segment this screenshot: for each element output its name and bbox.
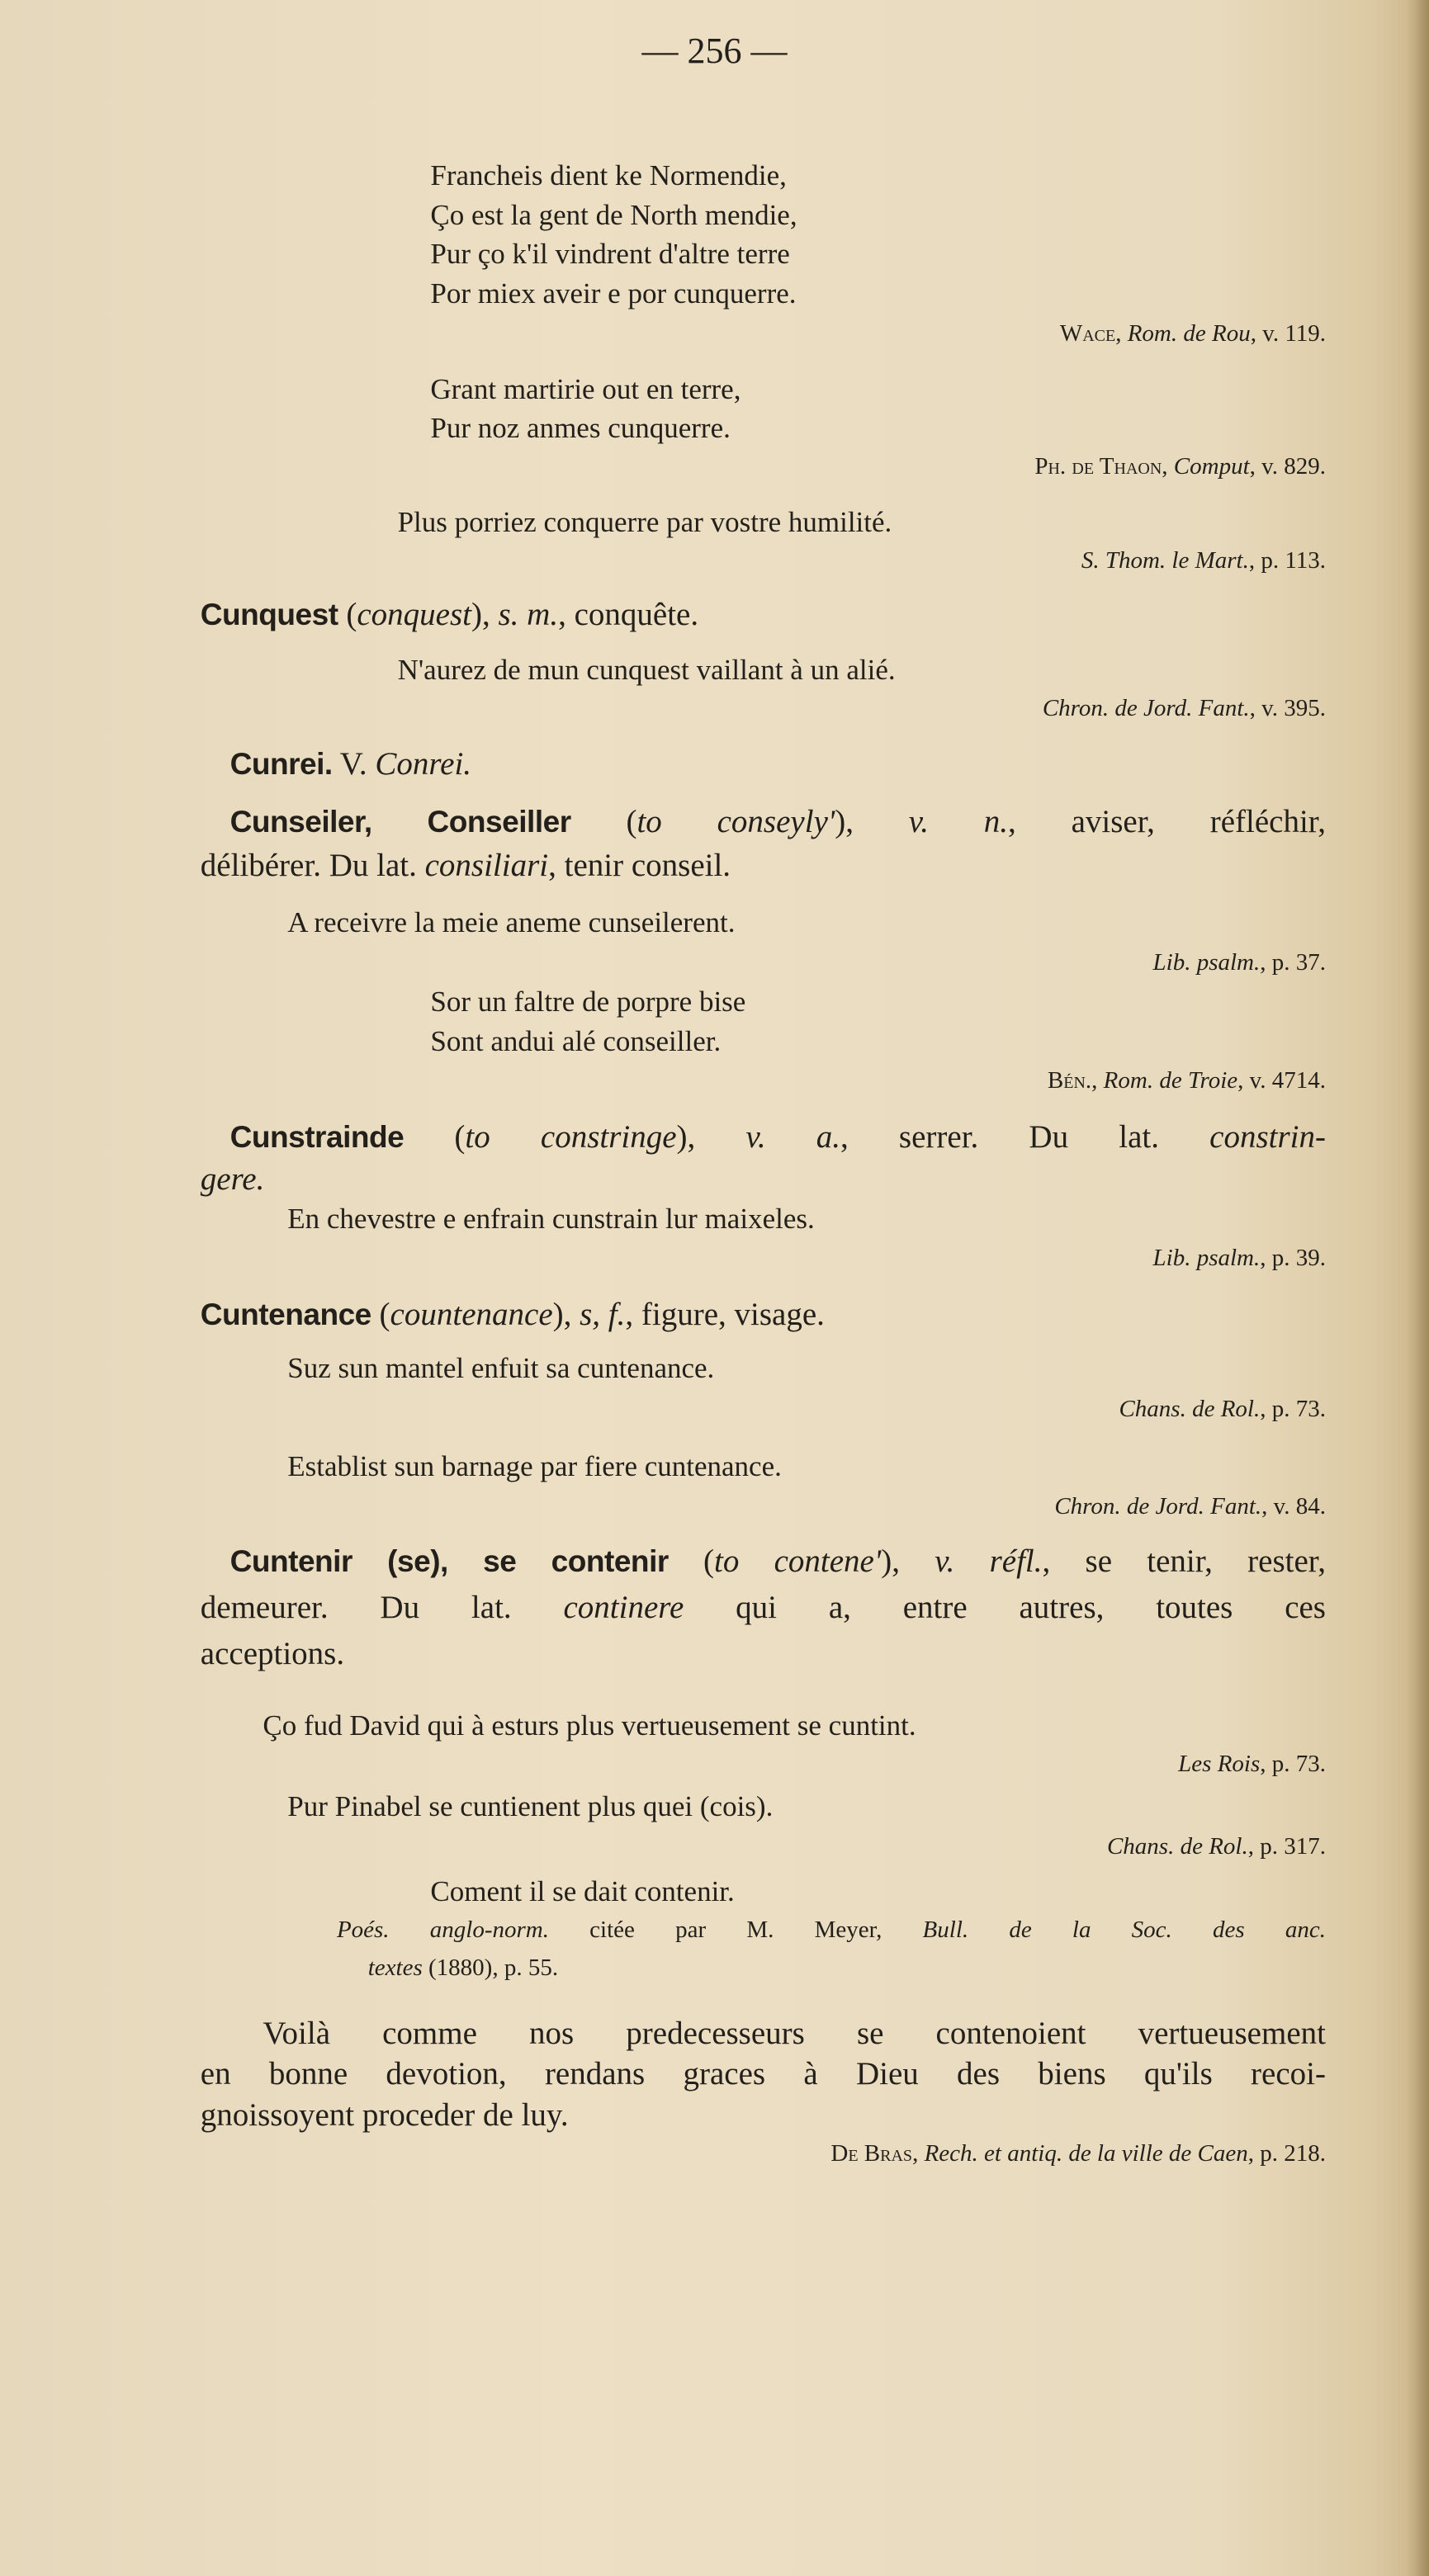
- quote-text: [201, 2096, 569, 2135]
- verse-line: [398, 650, 896, 690]
- text: (1880), p. 55.: [422, 1954, 559, 1982]
- verse-line: [287, 1199, 814, 1239]
- italic-text: s. m.: [498, 597, 559, 633]
- text: , p. 37.: [1260, 949, 1326, 976]
- text: ),: [552, 1297, 580, 1332]
- citation: [368, 1948, 558, 1988]
- entry-heading: [230, 801, 1326, 841]
- headword: Cunquest: [200, 597, 338, 632]
- citation: [337, 1910, 1326, 1950]
- author-name: De Bras: [830, 2139, 913, 2167]
- citation: [1060, 314, 1326, 353]
- text: Coment il se dait contenir.: [430, 1875, 735, 1908]
- italic-text: countenance: [390, 1297, 553, 1332]
- italic-text: Comput: [1173, 453, 1250, 480]
- verse-line: [263, 1706, 916, 1746]
- entry-text: [201, 1634, 344, 1674]
- headword: Cunstrainde: [229, 1119, 405, 1155]
- text: demeurer. Du lat.: [200, 1590, 564, 1626]
- text: ),: [881, 1543, 935, 1579]
- text: Pur noz anmes cunquerre.: [430, 412, 731, 445]
- text: Pur Pinabel se cuntienent plus quei (cois).: [287, 1790, 774, 1822]
- italic-text: Chans. de Rol.: [1106, 1832, 1248, 1860]
- text: Por miex aveir e por cunquerre.: [430, 277, 797, 310]
- text: Ço fud David qui à esturs plus vertueusement se cuntint.: [263, 1709, 916, 1742]
- entry-heading: [230, 1541, 1326, 1581]
- text: Sor un faltre de porpre bise: [430, 985, 746, 1018]
- text: ),: [676, 1119, 746, 1156]
- verse-line: [287, 903, 735, 943]
- text: A receivre la meie aneme cunseilerent.: [287, 906, 736, 939]
- text: qui a, entre autres, toutes ces: [684, 1590, 1326, 1626]
- text: , v. 84.: [1261, 1492, 1326, 1520]
- page-number: — 256 —: [641, 31, 788, 71]
- verse-line: [430, 196, 797, 235]
- text: , se tenir, rester,: [1042, 1543, 1326, 1579]
- italic-text: to conseyly': [636, 804, 835, 839]
- italic-text: v. réfl.: [935, 1543, 1043, 1579]
- text: , p. 73.: [1260, 1751, 1326, 1778]
- italic-text: Rech. et antiq. de la ville de Caen: [924, 2139, 1248, 2167]
- text: Pur ço k'il vindrent d'altre terre: [430, 238, 790, 271]
- author-name: Ph. de Thaon: [1034, 453, 1162, 480]
- text: Suz sun mantel enfuit sa cuntenance.: [287, 1351, 715, 1384]
- text: Voilà comme nos predecesseurs se contenoient vertueusement: [263, 2015, 1326, 2051]
- verse-line: [287, 1349, 714, 1388]
- text: En chevestre e enfrain cunstrain lur maixeles.: [287, 1202, 815, 1235]
- citation: [1034, 447, 1326, 486]
- verse-line: [430, 156, 787, 196]
- entry-heading: [230, 744, 471, 783]
- text: , p. 73.: [1260, 1396, 1326, 1423]
- italic-text: Chron. de Jord. Fant.: [1054, 1492, 1262, 1520]
- text: , v. 4714.: [1237, 1067, 1326, 1094]
- text: (: [404, 1119, 466, 1156]
- citation: [1153, 1238, 1326, 1278]
- text: (: [668, 1543, 715, 1579]
- headword: Cuntenance: [200, 1297, 371, 1331]
- text: , p. 113.: [1248, 546, 1326, 574]
- text: , p. 218.: [1247, 2139, 1326, 2167]
- headword: Cunseiler, Conseiller: [229, 804, 571, 839]
- text: délibérer. Du lat.: [200, 847, 425, 883]
- text: acceptions.: [200, 1635, 345, 1671]
- text: Ço est la gent de North mendie,: [430, 198, 797, 231]
- verse-line: [430, 982, 745, 1022]
- page-edge-shadow: [1406, 0, 1429, 2576]
- text: Plus porriez conquerre par vostre humilité.: [397, 505, 892, 538]
- headword: Cunrei.: [229, 746, 333, 782]
- italic-text: Rom. de Rou: [1127, 319, 1251, 347]
- text: ,: [1162, 453, 1174, 480]
- citation: [1081, 541, 1326, 580]
- text: , serrer. Du lat.: [840, 1119, 1210, 1156]
- citation: [1043, 688, 1326, 728]
- citation: [1153, 943, 1326, 982]
- citation: [1107, 1827, 1326, 1866]
- verse-line: [430, 370, 741, 409]
- verse-line: [287, 1787, 773, 1827]
- text: , p. 39.: [1260, 1245, 1326, 1272]
- italic-text: continere: [563, 1590, 684, 1626]
- entry-text: [201, 1160, 265, 1199]
- text: , v. 119.: [1250, 319, 1326, 347]
- entry-heading: [201, 594, 698, 634]
- text: V.: [332, 746, 376, 782]
- text: (: [338, 597, 357, 633]
- text: ,: [1115, 319, 1128, 347]
- text: en bonne devotion, rendans graces à Dieu des biens qu'ils recoi-: [200, 2056, 1326, 2092]
- quote-text: [201, 2054, 1326, 2094]
- text: gnoissoyent proceder de luy.: [200, 2097, 569, 2134]
- italic-text: Chans. de Rol.: [1119, 1396, 1261, 1423]
- italic-text: textes: [367, 1954, 423, 1982]
- verse-line: [430, 1022, 721, 1061]
- italic-text: s, f.: [580, 1297, 626, 1332]
- citation: [1119, 1389, 1326, 1429]
- citation: [1054, 1487, 1326, 1526]
- verse-line: [430, 409, 730, 448]
- author-name: Wace: [1059, 319, 1116, 347]
- italic-text: conquest: [357, 597, 471, 633]
- text: , v. 829.: [1249, 453, 1326, 480]
- citation: [1048, 1061, 1326, 1100]
- text: , tenir conseil.: [548, 847, 731, 883]
- text: , p. 317.: [1247, 1832, 1326, 1860]
- italic-text: S. Thom. le Mart.: [1081, 546, 1249, 574]
- italic-text: gere.: [200, 1160, 265, 1197]
- text: ),: [471, 597, 499, 633]
- verse-line: [398, 503, 892, 542]
- italic-text: Les Rois: [1178, 1751, 1261, 1778]
- italic-text: v. a.: [745, 1119, 841, 1156]
- text: , figure, visage.: [625, 1297, 825, 1332]
- entry-text: [201, 1588, 1326, 1628]
- entry-heading: [201, 1294, 825, 1334]
- italic-text: Conrei.: [375, 746, 472, 782]
- text: ),: [835, 804, 909, 839]
- citation: [830, 2134, 1326, 2173]
- quote-text: [263, 2014, 1326, 2054]
- text: Establist sun barnage par fiere cuntenance.: [287, 1450, 782, 1483]
- author-name: Bén.: [1047, 1067, 1092, 1094]
- italic-text: consiliari: [424, 847, 549, 883]
- italic-text: Chron. de Jord. Fant.: [1042, 694, 1250, 721]
- headword: Cuntenir (se), se contenir: [229, 1543, 669, 1578]
- italic-text: Lib. psalm.: [1152, 1245, 1261, 1272]
- italic-text: constrin-: [1209, 1119, 1326, 1156]
- text: ,: [912, 2139, 925, 2167]
- italic-text: v. n.: [908, 804, 1009, 839]
- italic-text: to constringe: [465, 1119, 677, 1156]
- italic-text: Lib. psalm.: [1152, 949, 1261, 976]
- entry-heading: [230, 1117, 1326, 1156]
- text: citée par M. Meyer,: [548, 1917, 923, 1944]
- verse-line: [430, 234, 789, 274]
- text: Sont andui alé conseiller.: [430, 1024, 722, 1057]
- italic-text: to contene': [714, 1543, 882, 1579]
- text: (: [570, 804, 637, 839]
- text: Francheis dient ke Normendie,: [430, 158, 787, 191]
- text: (: [371, 1297, 390, 1332]
- text: , aviser, réfléchir,: [1008, 804, 1326, 839]
- italic-text: Rom. de Troie: [1103, 1067, 1238, 1094]
- verse-line: [430, 274, 796, 314]
- text: Grant martirie out en terre,: [430, 372, 741, 405]
- text: , v. 395.: [1249, 694, 1326, 721]
- text: N'aurez de mun cunquest vaillant à un alié.: [397, 653, 896, 686]
- italic-text: Poés. anglo-norm.: [336, 1917, 549, 1944]
- citation: [1178, 1744, 1326, 1784]
- verse-line: [287, 1447, 782, 1487]
- text: ,: [1091, 1067, 1104, 1094]
- italic-text: Bull. de la Soc. des anc.: [922, 1917, 1326, 1944]
- entry-text: [201, 846, 731, 886]
- text: , conquête.: [558, 597, 699, 633]
- verse-line: [430, 1872, 734, 1912]
